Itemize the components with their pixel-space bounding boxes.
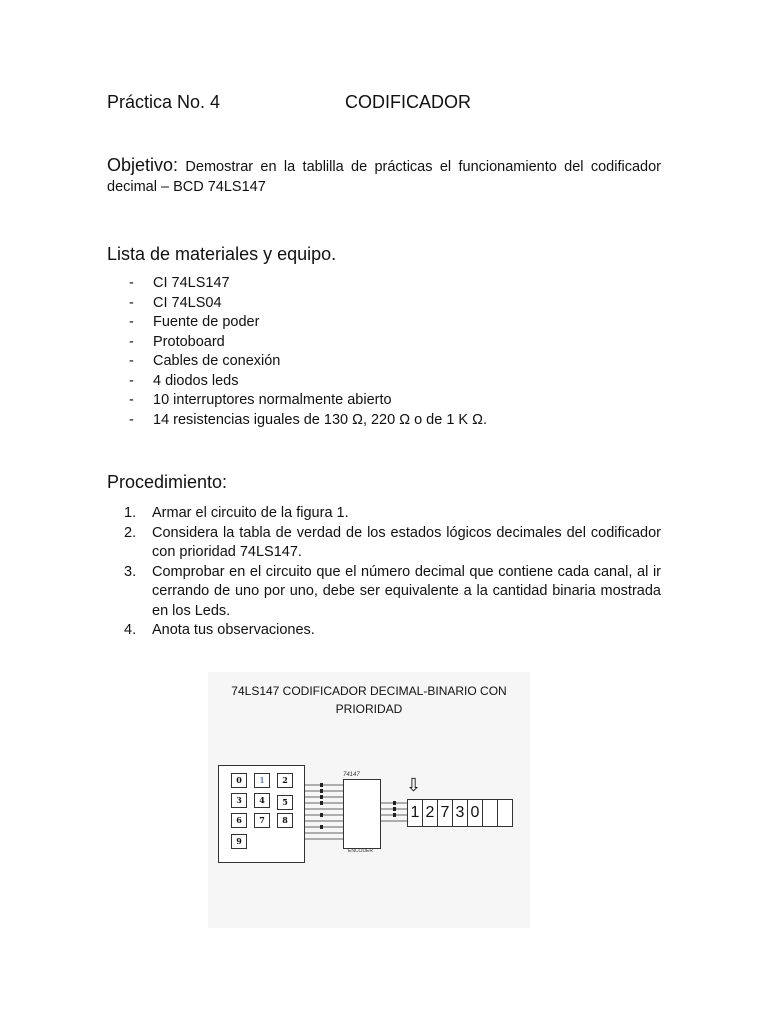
list-item: 4. Anota tus observaciones.: [124, 622, 315, 638]
key-5: 5: [277, 795, 293, 810]
key-4: 4: [254, 793, 270, 808]
key-7: 7: [254, 813, 270, 828]
list-item: - CI 74LS04: [129, 294, 649, 314]
list-item: - CI 74LS147: [129, 274, 649, 294]
list-item: 2. Considera la tabla de verdad de los estados lógicos decimales del codificador con prioridad 74LS147.: [124, 524, 661, 560]
list-item: - Protoboard: [129, 333, 649, 353]
key-8: 8: [277, 813, 293, 828]
objective-label: Objetivo:: [107, 155, 179, 175]
digit-display: [407, 799, 513, 827]
procedure-heading: Procedimiento:: [107, 472, 228, 492]
encoder-chip: [343, 779, 381, 849]
objective-text-1: Demostrar en la tablilla de prácticas el funcionamiento del codificador: [185, 159, 661, 175]
key-6: 6: [231, 813, 247, 828]
key-1: 1: [254, 773, 270, 788]
display-digit: 1: [408, 800, 423, 826]
list-item: - Cables de conexión: [129, 352, 649, 372]
list-item: - 10 interruptores normalmente abierto: [129, 391, 649, 411]
objective-section: [107, 156, 661, 197]
key-2: 2: [277, 773, 293, 788]
practice-number: Práctica No. 4: [107, 92, 221, 112]
materials-heading: Lista de materiales y equipo.: [107, 244, 337, 264]
list-item: - Fuente de poder: [129, 313, 649, 333]
display-digit: [483, 800, 498, 826]
key-9: 9: [231, 834, 247, 849]
objective-text-2: decimal – BCD 74LS147: [107, 178, 266, 195]
key-3: 3: [231, 793, 247, 808]
list-item: 3. Comprobar en el circuito que el número decimal que contiene cada canal, al ir cerrando de uno por uno, debe ser equivalente a la cantidad binaria mostrada en los Leds.: [124, 563, 661, 619]
display-digit: [498, 800, 512, 826]
chip-footer: ENCODER: [348, 848, 374, 854]
list-item: - 4 diodos leds: [129, 372, 649, 392]
chip-name: 74147: [343, 772, 360, 778]
list-item: - 14 resistencias iguales de 130 Ω, 220 Ω o de 1 K Ω.: [129, 411, 649, 431]
list-item: 1. Armar el circuito de la figura 1.: [124, 505, 349, 521]
key-0: 0: [231, 773, 247, 788]
page-title: CODIFICADOR: [345, 92, 471, 112]
circuit-figure: [208, 672, 530, 928]
display-digit: 3: [453, 800, 468, 826]
procedure-list: [124, 504, 661, 641]
materials-list: [129, 274, 649, 430]
display-digit: 2: [423, 800, 438, 826]
figure-title: 74LS147 CODIFICADOR DECIMAL-BINARIO CON PRIORIDAD: [231, 684, 507, 716]
arrow-down-icon: ⇩: [406, 775, 422, 795]
display-digit: 7: [438, 800, 453, 826]
display-digit: 0: [468, 800, 483, 826]
